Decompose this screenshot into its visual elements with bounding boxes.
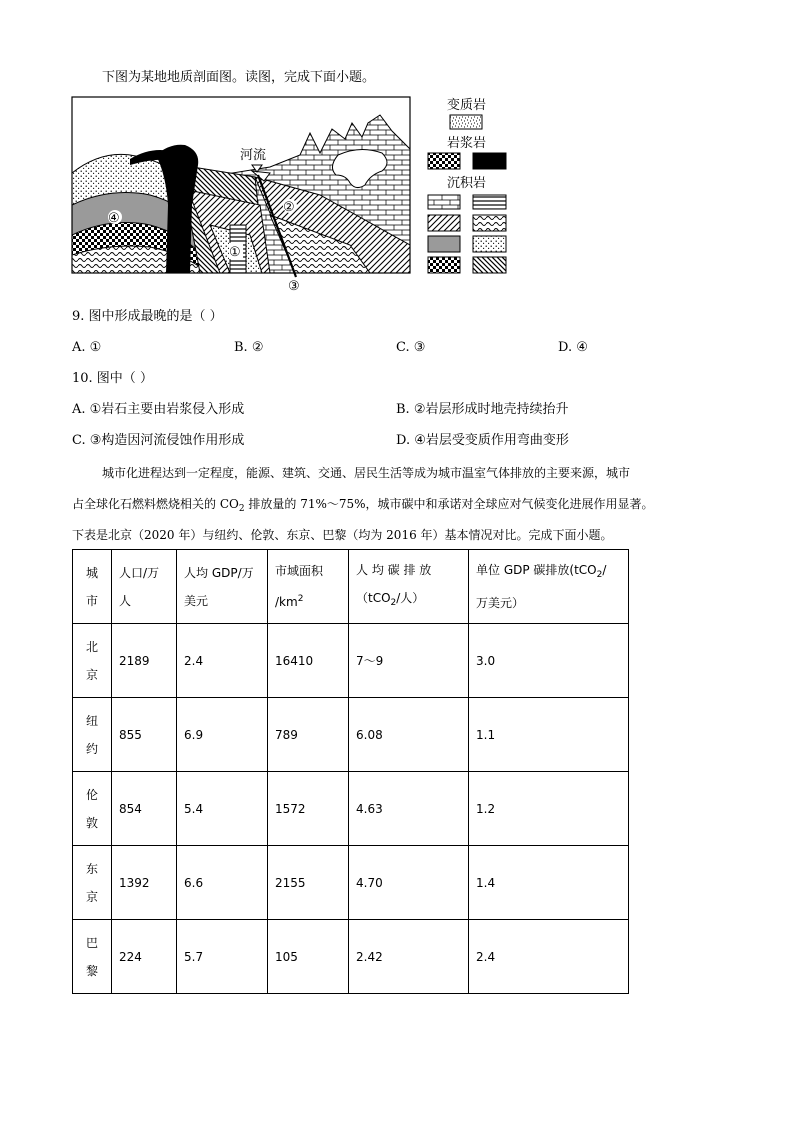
intro2-line3: 下表是北京（2020 年）与纽约、伦敦、东京、巴黎（均为 2016 年）基本情况对比。完成下面小题。	[72, 528, 613, 542]
cell-carbon: 6.08	[349, 698, 469, 772]
cell-area: 2155	[268, 846, 349, 920]
cell-city: 纽 约	[73, 698, 112, 772]
cell-population: 224	[112, 920, 177, 994]
legend-metamorphic: 变质岩	[447, 98, 487, 113]
cell-population: 1392	[112, 846, 177, 920]
label-4: ④	[108, 211, 120, 226]
cell-area: 105	[268, 920, 349, 994]
intro-text: 下图为某地地质剖面图。读图，完成下面小题。	[102, 70, 376, 85]
label-1: ①	[229, 245, 241, 260]
header-gdp: 人均 GDP/万 美元	[177, 550, 268, 624]
cell-unit: 3.0	[469, 624, 629, 698]
cell-city: 巴 黎	[73, 920, 112, 994]
legend-magmatic: 岩浆岩	[447, 136, 487, 151]
legend-swatch-sed-1	[428, 195, 460, 209]
cell-carbon: 4.63	[349, 772, 469, 846]
legend-swatch-sed-8	[473, 257, 506, 273]
legend-swatch-sed-2	[473, 195, 506, 209]
cell-gdp: 2.4	[177, 624, 268, 698]
header-carbon-per-capita: 人 均 碳 排 放 （tCO$_2$/人）	[349, 550, 469, 624]
q10-option-c[interactable]: C. ③构造因河流侵蚀作用形成	[72, 433, 245, 448]
cell-carbon: 2.42	[349, 920, 469, 994]
legend-swatch-sed-4	[473, 215, 506, 231]
cell-gdp: 6.9	[177, 698, 268, 772]
legend-swatch-sed-5	[428, 236, 460, 252]
table-row	[73, 846, 629, 920]
q9-option-b[interactable]: B. ②	[234, 340, 264, 355]
cell-area: 789	[268, 698, 349, 772]
table-header-row	[73, 550, 629, 624]
cell-city: 东 京	[73, 846, 112, 920]
table-row	[73, 624, 629, 698]
q9-option-d[interactable]: D. ④	[558, 340, 588, 355]
q10-option-a[interactable]: A. ①岩石主要由岩浆侵入形成	[72, 402, 245, 417]
cell-gdp: 5.7	[177, 920, 268, 994]
intro2-line2: 占全球化石燃料燃烧相关的 $CO_2$ 排放量的 71%～75%，城市碳中和承诺对全球应对气候变化进展作用显著。	[72, 497, 654, 514]
legend-swatch-sed-7	[428, 257, 460, 273]
cell-population: 2189	[112, 624, 177, 698]
cell-carbon: 7～9	[349, 624, 469, 698]
label-3: ③	[288, 279, 300, 294]
cell-city: 北 京	[73, 624, 112, 698]
cell-city: 伦 敦	[73, 772, 112, 846]
table-row	[73, 698, 629, 772]
cell-area: 16410	[268, 624, 349, 698]
cell-carbon: 4.70	[349, 846, 469, 920]
q10-option-b[interactable]: B. ②岩层形成时地壳持续抬升	[396, 402, 569, 417]
legend-swatch-magmatic-2	[473, 153, 506, 169]
table-row	[73, 920, 629, 994]
geologic-cross-section	[70, 95, 515, 295]
header-population: 人口/万 人	[112, 550, 177, 624]
legend-swatch-sed-6	[473, 236, 506, 252]
intro2-line1: 城市化进程达到一定程度，能源、建筑、交通、居民生活等成为城市温室气体排放的主要来源，城市	[102, 466, 631, 480]
label-2: ②	[283, 200, 295, 215]
legend-swatch-metamorphic	[450, 115, 482, 129]
header-carbon-per-gdp: 单位 GDP 碳排放(tCO$_2$/ 万美元）	[469, 550, 629, 624]
cell-population: 854	[112, 772, 177, 846]
cell-gdp: 5.4	[177, 772, 268, 846]
header-city: 城 市	[73, 550, 112, 624]
cell-unit: 1.4	[469, 846, 629, 920]
q9-option-c[interactable]: C. ③	[396, 340, 426, 355]
legend-swatch-magmatic-1	[428, 153, 460, 169]
legend-swatch-sed-3	[428, 215, 460, 231]
cell-population: 855	[112, 698, 177, 772]
cell-area: 1572	[268, 772, 349, 846]
q9-option-a[interactable]: A. ①	[72, 340, 102, 355]
cell-unit: 2.4	[469, 920, 629, 994]
city-comparison-table	[72, 549, 629, 994]
q9-stem: 9. 图中形成最晚的是（ ）	[72, 309, 223, 324]
cell-unit: 1.2	[469, 772, 629, 846]
q10-option-d[interactable]: D. ④岩层受变质作用弯曲变形	[396, 433, 569, 448]
table-row	[73, 772, 629, 846]
label-river: 河流	[240, 148, 267, 163]
header-area: 市域面积 $/km^2$	[268, 550, 349, 624]
cell-unit: 1.1	[469, 698, 629, 772]
q10-stem: 10. 图中（ ）	[72, 371, 153, 386]
legend-sedimentary: 沉积岩	[447, 176, 487, 191]
cell-gdp: 6.6	[177, 846, 268, 920]
